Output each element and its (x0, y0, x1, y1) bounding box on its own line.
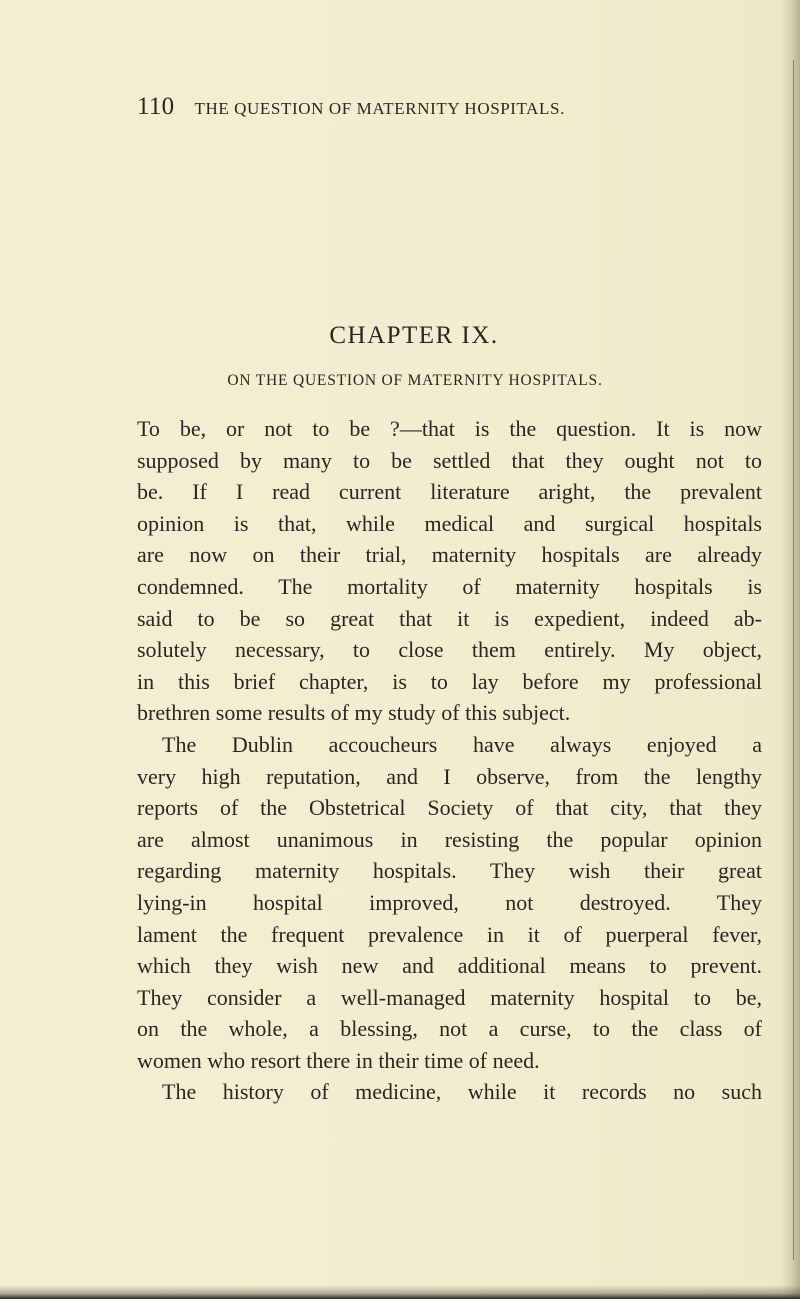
page-edge-line (793, 60, 794, 1260)
text-line: To be, or not to be ?—that is the question. It is now (137, 416, 762, 441)
text-line: lying-in hospital improved, not destroyed. They (137, 889, 762, 915)
page-number: 110 (137, 93, 175, 120)
text-line: very high reputation, and I observe, from the lengthy (137, 763, 762, 789)
page-edge-shadow (782, 0, 800, 1299)
text-line: opinion is that, while medical and surgical hospitals (137, 510, 762, 536)
text-line: which they wish new and additional means to prevent. (137, 953, 762, 979)
text-line: lament the frequent prevalence in it of puerperal fever, (137, 921, 762, 947)
text-line: are now on their trial, maternity hospitals are already (137, 542, 762, 568)
text-line: regarding maternity hospitals. They wish their great (137, 858, 762, 884)
text-line: women who resort there in their time of need. (137, 1047, 540, 1073)
running-head (137, 93, 737, 121)
text-line: said to be so great that it is expedient, indeed ab- (137, 605, 762, 631)
text-line: The Dublin accoucheurs have always enjoyed a (162, 731, 762, 757)
text-line: condemned. The mortality of maternity hospitals is (137, 573, 762, 599)
chapter-title: CHAPTER IX. (329, 322, 499, 349)
chapter-subtitle: ON THE QUESTION OF MATERNITY HOSPITALS. (227, 372, 603, 389)
text-line: in this brief chapter, is to lay before my professional (137, 668, 762, 694)
text-line: The history of medicine, while it records no such (162, 1079, 762, 1105)
page-bottom-edge (0, 1285, 800, 1299)
running-title: THE QUESTION OF MATERNITY HOSPITALS. (194, 99, 565, 118)
text-line: are almost unanimous in resisting the popular opinion (137, 826, 762, 852)
text-line: They consider a well-managed maternity hospital to be, (137, 984, 762, 1010)
body-text (137, 413, 762, 1108)
text-line: solutely necessary, to close them entirely. My object, (137, 637, 762, 663)
text-line: on the whole, a blessing, not a curse, to the class of (137, 1016, 762, 1042)
text-line: brethren some results of my study of this subject. (137, 700, 571, 726)
text-line: supposed by many to be settled that they ought not to (137, 447, 762, 473)
text-line: reports of the Obstetrical Society of that city, that they (137, 795, 762, 821)
text-line: be. If I read current literature aright, the prevalent (137, 479, 762, 505)
